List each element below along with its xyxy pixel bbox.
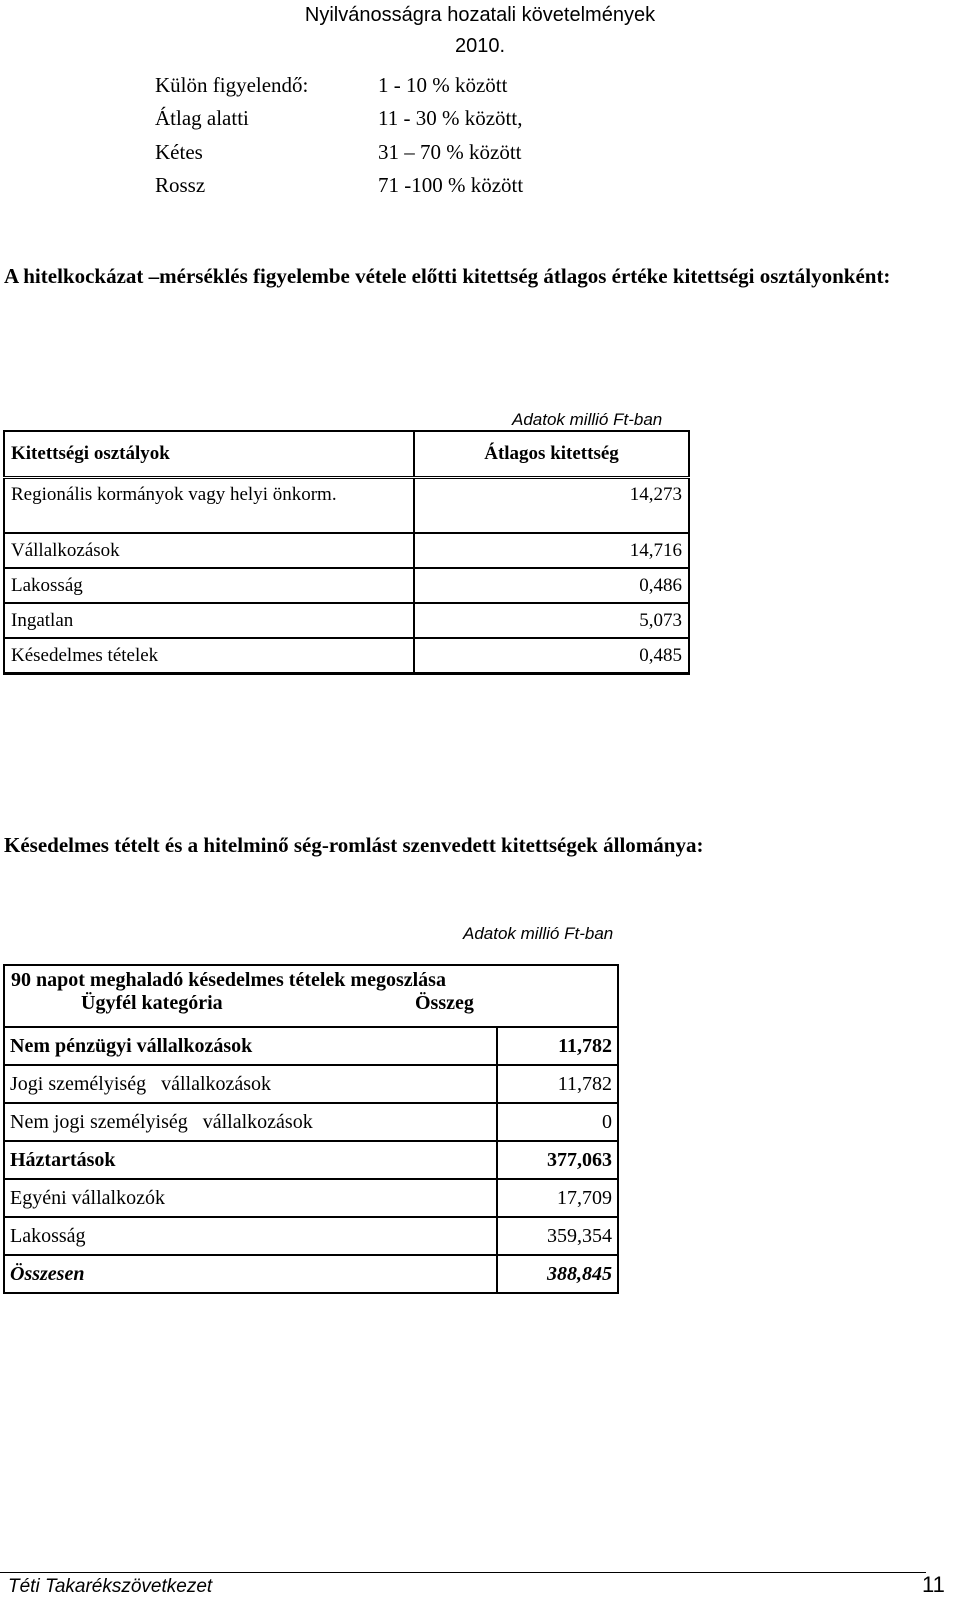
row-label: Egyéni vállalkozók	[4, 1179, 497, 1217]
header-year: 2010.	[454, 35, 506, 57]
overdue-table	[3, 964, 619, 1294]
table-row	[4, 1103, 618, 1141]
category-name: Külön figyelendő:	[155, 73, 309, 97]
category-name: Kétes	[155, 140, 203, 164]
row-value: 14,716	[414, 533, 689, 568]
row-label: Összesen	[4, 1255, 497, 1293]
row-label: Lakosság	[4, 568, 414, 603]
table-title: 90 napot meghaladó késedelmes tételek megoszlása	[11, 969, 446, 991]
table-subheader	[5, 992, 617, 1015]
category-range: 11 - 30 % között,	[378, 106, 523, 130]
header-title: Nyilvánosságra hozatali követelmények	[304, 4, 656, 26]
section2-unit-note: Adatok millió Ft-ban	[463, 924, 614, 943]
row-value: 0,486	[414, 568, 689, 603]
row-value: 359,354	[497, 1217, 618, 1255]
section1-unit-note: Adatok millió Ft-ban	[512, 410, 663, 429]
table-row	[4, 1179, 618, 1217]
page-number: 11	[922, 1572, 945, 1597]
table-header-row	[4, 431, 689, 478]
table-row	[4, 1065, 618, 1103]
table-row	[4, 1027, 618, 1065]
table-row	[4, 1141, 618, 1179]
footer-organization: Téti Takarékszövetkezet	[8, 1576, 213, 1597]
page-header	[270, 0, 690, 62]
row-value: 377,063	[497, 1141, 618, 1179]
row-label: Háztartások	[4, 1141, 497, 1179]
row-label: Késedelmes tételek	[4, 638, 414, 674]
section1-heading: A hitelkockázat –mérséklés figyelembe vétele előtti kitettség átlagos értéke kitettségi osztályonként:	[4, 264, 891, 288]
category-row	[0, 140, 960, 170]
row-value: 11,782	[497, 1065, 618, 1103]
table-row	[4, 478, 689, 534]
table-row	[4, 638, 689, 674]
header-exposure-class: Kitettségi osztályok	[4, 431, 414, 478]
row-value: 388,845	[497, 1255, 618, 1293]
table-row	[4, 603, 689, 638]
row-label: Nem pénzügyi vállalkozások	[4, 1027, 497, 1065]
table-row-total	[4, 1255, 618, 1293]
row-label: Nem jogi személyiség vállalkozások	[4, 1103, 497, 1141]
category-row	[0, 106, 960, 136]
section2-heading: Késedelmes tételt és a hitelminő ség-romlást szenvedett kitettségek állománya:	[4, 833, 704, 857]
table-row	[4, 1217, 618, 1255]
row-value: 11,782	[497, 1027, 618, 1065]
category-name: Rossz	[155, 173, 206, 197]
row-value: 17,709	[497, 1179, 618, 1217]
table-header-cell	[4, 965, 618, 1027]
row-value: 14,273	[414, 478, 689, 534]
header-amount: Összeg	[415, 992, 474, 1014]
category-row	[0, 73, 960, 103]
exposure-table	[3, 430, 690, 675]
row-value: 0	[497, 1103, 618, 1141]
row-label: Vállalkozások	[4, 533, 414, 568]
footer-divider	[0, 1572, 926, 1573]
table-row	[4, 533, 689, 568]
table-header-row	[4, 965, 618, 1027]
row-label: Ingatlan	[4, 603, 414, 638]
category-range: 1 - 10 % között	[378, 73, 508, 97]
header-average-exposure: Átlagos kitettség	[414, 431, 689, 478]
category-row	[0, 173, 960, 203]
category-range: 71 -100 % között	[378, 173, 524, 197]
category-range: 31 – 70 % között	[378, 140, 522, 164]
row-label: Regionális kormányok vagy helyi önkorm.	[4, 478, 414, 534]
row-label: Jogi személyiség vállalkozások	[4, 1065, 497, 1103]
table-row	[4, 568, 689, 603]
row-label: Lakosság	[4, 1217, 497, 1255]
row-value: 0,485	[414, 638, 689, 674]
category-name: Átlag alatti	[155, 106, 249, 130]
header-client-category: Ügyfél kategória	[81, 992, 223, 1014]
row-value: 5,073	[414, 603, 689, 638]
